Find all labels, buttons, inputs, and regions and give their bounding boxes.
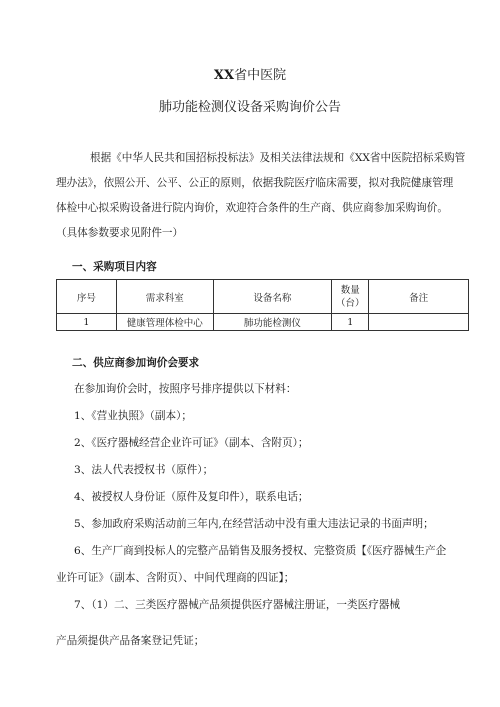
intro-line-2: 理办法》，依照公开、公平、公正的原则，依据我院医疗临床需要，拟对我院健康管理: [56, 177, 454, 189]
procurement-table: [56, 279, 469, 331]
requirement-item-2: 2、《医疗器械经营企业许可证》（副本、含附页）；: [74, 437, 309, 449]
hospital-title: [0, 68, 500, 84]
header-remarks: 备注: [369, 280, 469, 314]
header-index: 序号: [57, 280, 117, 314]
requirement-item-7-line-2: 产品须提供产品备案登记凭证；: [56, 635, 205, 647]
cell-index: 1: [57, 314, 117, 331]
cell-department: 健康管理体检中心: [116, 314, 213, 331]
hospital-title-bold: XX: [213, 68, 235, 83]
requirement-item-5: 5、参加政府采购活动前三年内,在经营活动中没有重大违法记录的书面声明；: [74, 518, 434, 530]
table-header-row: [57, 280, 469, 314]
cell-device-name: 肺功能检测仪: [213, 314, 332, 331]
intro-line-3: 体检中心拟采购设备进行院内询价，欢迎符合条件的生产商、供应商参加采购询价。: [56, 202, 448, 214]
section2-heading: 二、供应商参加询价会要求: [72, 357, 200, 369]
header-quantity-top: 数量: [340, 284, 360, 296]
section2-lead: 在参加询价会时，按照序号排序提供以下材料：: [74, 383, 297, 395]
requirement-item-6-line-1: 6、生产厂商到投标人的完整产品销售及服务授权、完整资质【《医疗器械生产企: [74, 545, 447, 557]
header-quantity-unit: （台）: [335, 297, 365, 309]
requirement-item-1: 1、《营业执照》（副本）；: [74, 410, 192, 422]
requirement-item-4: 4、被授权人身份证（原件及复印件），联系电话；: [74, 491, 309, 503]
header-device-name: 设备名称: [213, 280, 332, 314]
hospital-title-rest: 省中医院: [234, 68, 287, 83]
requirement-item-6-line-2: 业许可证》（副本、含附页）、中间代理商的四证】；: [56, 572, 295, 584]
requirement-item-7-line-1: 7、（1）二、三类医疗器械产品须提供医疗器械注册证，一类医疗器械: [74, 599, 400, 611]
notice-title: 肺功能检测仪设备采购询价公告: [158, 100, 341, 115]
intro-line-1: 根据《中华人民共和国招标投标法》及相关法律法规和《XX省中医院招标采购管: [90, 152, 466, 164]
cell-quantity: 1: [332, 314, 369, 331]
header-department: 需求科室: [116, 280, 213, 314]
header-quantity: [332, 280, 369, 314]
table-row: [57, 314, 469, 331]
intro-note: （具体参数要求见附件一）: [56, 227, 184, 239]
requirement-item-3: 3、法人代表授权书（原件）；: [74, 464, 214, 476]
cell-remarks: [369, 314, 469, 331]
section1-heading: 一、采购项目内容: [72, 261, 157, 273]
